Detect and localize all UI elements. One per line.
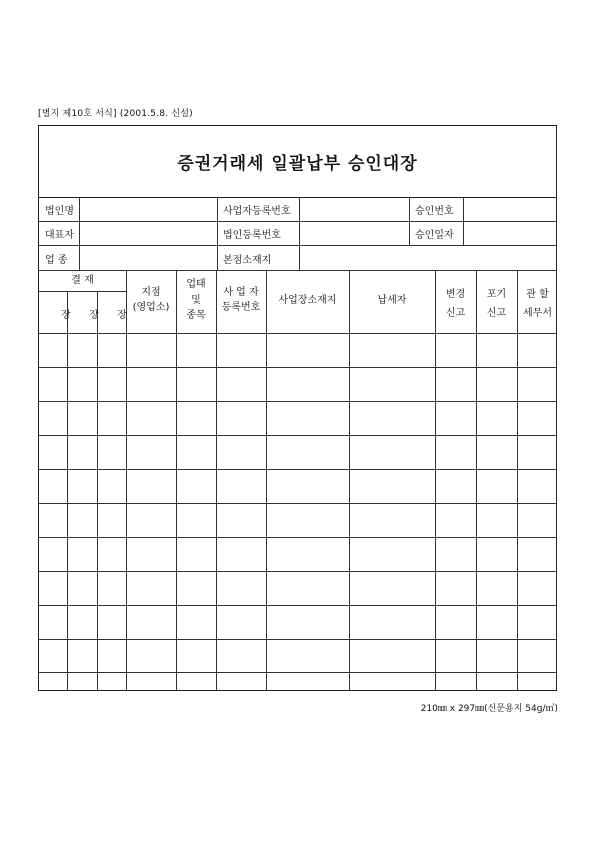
corp-name-field[interactable] (79, 198, 217, 221)
approval-header: 결 재 (71, 275, 94, 286)
approval-date-label: 승인일자 (415, 230, 454, 241)
table-row (39, 401, 556, 402)
approval-no-label: 승인번호 (415, 206, 454, 217)
form-reference: [별지 제10호 서식] (2001.5.8. 신설) (38, 109, 193, 119)
biz-reg-field[interactable] (299, 198, 409, 221)
ledger-table (39, 271, 556, 690)
table-row (39, 571, 556, 572)
branch-header: 지점 (영업소) (132, 287, 170, 313)
table-row (39, 672, 556, 673)
hq-location-field[interactable] (299, 246, 557, 270)
abandon-report-header: 포기 신고 (486, 289, 507, 319)
location-header: 사업장소재지 (278, 295, 337, 306)
corp-name-label: 법인명 (45, 206, 74, 217)
hq-location-label: 본점소재지 (223, 254, 272, 266)
table-row (39, 469, 556, 470)
business-type-header: 업태 및 종목 (186, 279, 206, 321)
form-title: 증권거래세 일괄납부 승인대장 (177, 154, 418, 174)
taxpayer-header: 납세자 (377, 295, 407, 306)
approval-sub-3: 장 (117, 310, 127, 321)
approval-sub-1: 장 (61, 310, 71, 321)
biz-reg-label: 사업자등록번호 (223, 206, 291, 217)
corp-reg-field[interactable] (299, 222, 409, 245)
corp-reg-label: 법인등록번호 (223, 230, 281, 241)
title-row (39, 126, 556, 198)
approval-no-field[interactable] (463, 198, 557, 221)
info-row-2 (39, 222, 556, 246)
change-report-header: 변경 신고 (445, 289, 466, 319)
paper-spec-footer: 210㎜ x 297㎜(신문용지 54g/㎡) (420, 704, 558, 714)
biz-reg-no-header: 사 업 자 등록번호 (221, 287, 261, 313)
industry-field[interactable] (79, 246, 217, 270)
info-row-1 (39, 198, 556, 222)
table-row (39, 605, 556, 606)
table-row (39, 537, 556, 538)
approval-date-field[interactable] (463, 222, 557, 245)
ceo-label: 대표자 (45, 230, 74, 241)
table-row (39, 367, 556, 368)
ceo-field[interactable] (79, 222, 217, 245)
table-row (39, 639, 556, 640)
approval-sub-2: 장 (89, 310, 99, 321)
tax-office-header: 관 할 세무서 (523, 289, 552, 319)
table-row (39, 503, 556, 504)
industry-label: 업 종 (45, 254, 68, 266)
info-row-3 (39, 246, 556, 271)
table-row (39, 435, 556, 436)
approval-ledger-form (38, 125, 557, 691)
